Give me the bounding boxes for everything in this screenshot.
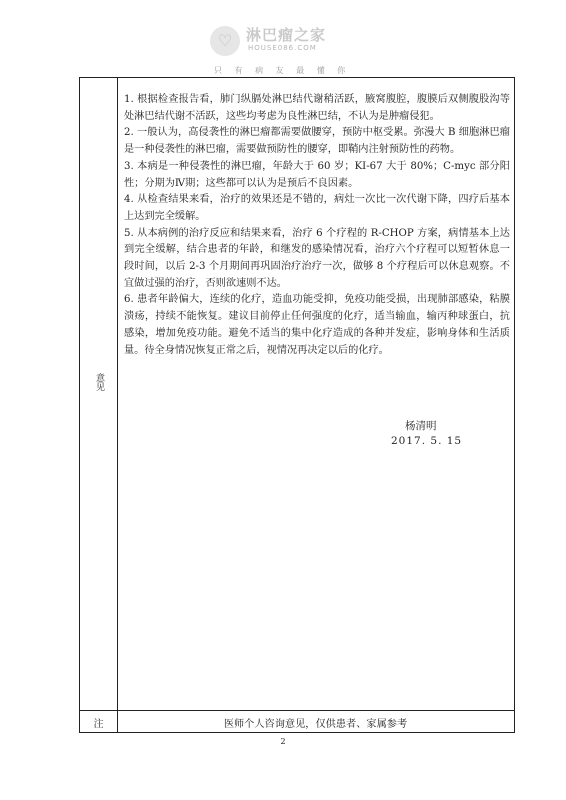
heart-logo-icon: ♡ (210, 26, 240, 56)
watermark-title: 淋巴瘤之家 (246, 26, 327, 44)
opinion-content (124, 92, 510, 359)
page-number: 2 (280, 737, 286, 746)
column-divider (117, 78, 118, 732)
signature-date: 2017. 5. 15 (391, 435, 463, 447)
opinion-paragraph-4: 4. 从检查结果来看，治疗的效果还是不错的，病灶一次比一次代谢下降，四疗后基本上达到完全缓解。 (124, 194, 510, 222)
note-label: 注 (93, 719, 104, 730)
note-text: 医师个人咨询意见，仅供患者、家属参考 (223, 719, 408, 730)
opinion-paragraph-2: 2. 一般认为，高侵袭性的淋巴瘤都需要做腰穿，预防中枢受累。弥漫大 B 细胞淋巴瘤是一种侵袭性的淋巴瘤，需要做预防性的腰穿，即鞘内注射预防性的药物。 (124, 127, 510, 156)
opinion-paragraph-1: 1. 根据检查报告看，肺门纵膈处淋巴结代谢稍活跃，腋窝腹腔，腹膜后双侧腹股沟等处淋巴结代谢不活跃，这些均考虑为良性淋巴结，不认为是肿瘤侵犯。 (124, 94, 510, 122)
opinion-paragraph-3: 3. 本病是一种侵袭性的淋巴瘤，年龄大于 60 岁；KI-67 大于 80%；C-myc 部分阳性；分期为Ⅳ期；这些都可以认为是预后不良因素。 (124, 160, 510, 189)
opinion-paragraph-6: 6. 患者年龄偏大，连续的化疗，造血功能受抑，免疫功能受损，出现肺部感染，粘膜溃疡，持续不能恢复。建议目前停止任何强度的化疗，适当输血，输丙种球蛋白，抗感染，增加免疫功能。避免不适当的集中化疗造成的各种并发症，影响身体和生活质量。待全身情况恢复正常之后，视情况再决定以后的化疗。 (124, 294, 510, 356)
opinion-label: 意见 (94, 373, 104, 391)
opinion-paragraph-5: 5. 从本病例的治疗反应和结果来看，治疗 6 个疗程的 R-CHOP 方案，病情基本上达到完全缓解，结合患者的年龄，和继发的感染情况看，治疗六个疗程可以短暂休息一段时间，以后 2-3 个月期间再巩固治疗治疗一次，做够 8 个疗程后可以休息观察。不宜做过强的治疗，否则欲速则不达。 (124, 227, 510, 289)
watermark-slogan: 只 有 病 友 最 懂 你 (214, 66, 351, 75)
opinion-form (79, 77, 515, 733)
watermark-url: HOUSE086.COM (248, 44, 317, 52)
doctor-signature: 杨清明 (405, 420, 437, 432)
row-divider (80, 710, 514, 711)
